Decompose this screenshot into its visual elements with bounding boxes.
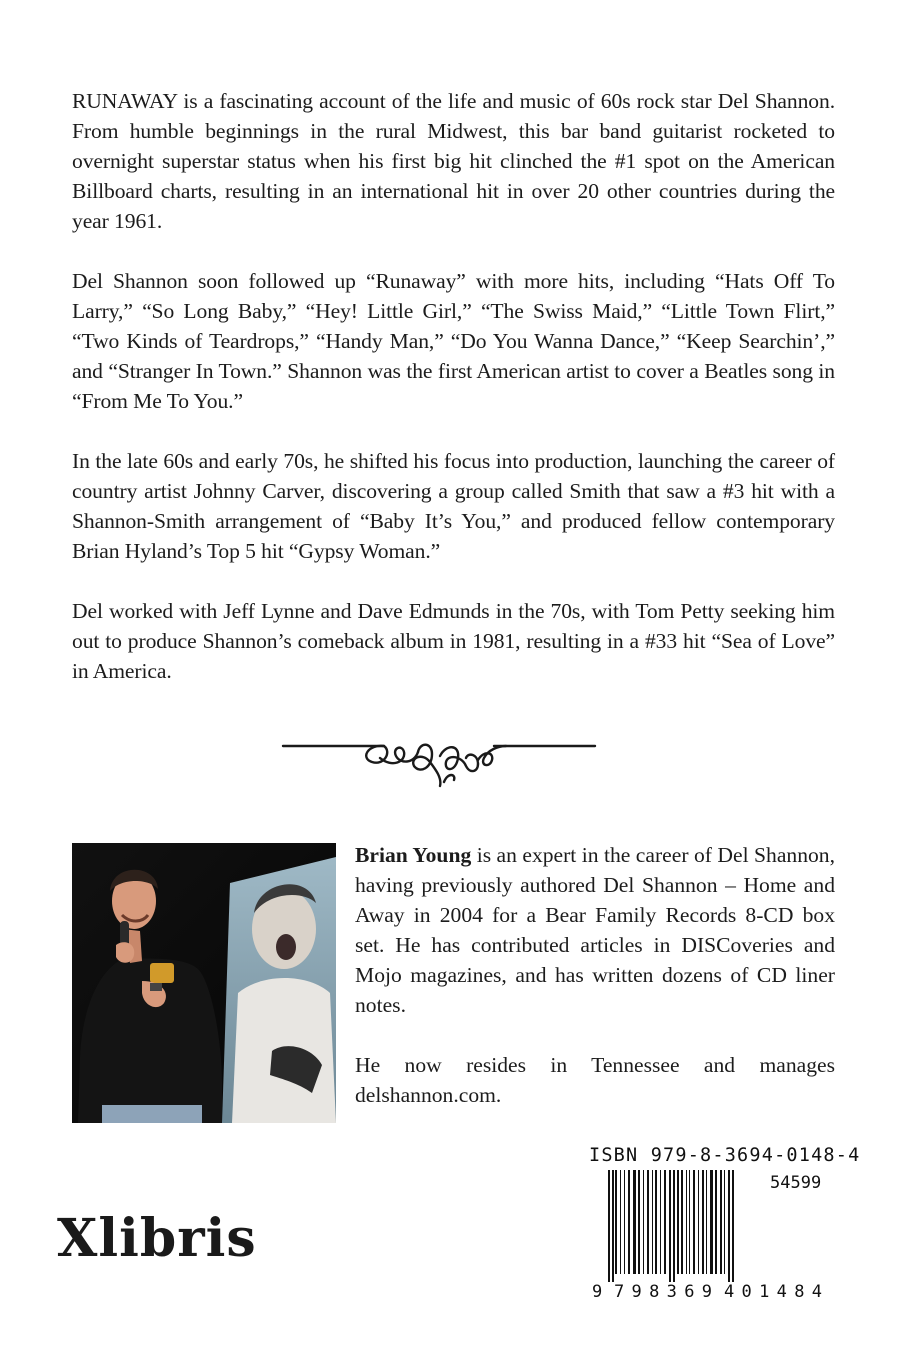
barcode-bar [720, 1170, 722, 1274]
barcode-bar [624, 1170, 625, 1274]
ean-first-digit: 9 [592, 1282, 603, 1300]
barcode-bar [673, 1170, 675, 1282]
blurb-paragraph: RUNAWAY is a fascinating account of the life and music of 60s rock star Del Shannon. From humble beginnings in the rural Midwest, this bar band guitarist rocketed to overnight superstar status when his first big hit clinched the #1 spot on the American Billboard charts, resulting in an international hit in over 20 other countries during the year 1961. [72, 89, 835, 233]
author-photo-image [72, 843, 336, 1123]
barcode-bar [633, 1170, 636, 1274]
barcode-bar [689, 1170, 690, 1274]
barcode-bar [664, 1170, 666, 1274]
barcode-bar [702, 1170, 704, 1274]
barcode-bar [643, 1170, 644, 1274]
barcode-bar [615, 1170, 617, 1274]
isbn-label: ISBN 979-8-3694-0148-4 [589, 1145, 861, 1166]
barcode-bar [732, 1170, 734, 1282]
author-residence: He now resides in Tennessee and manages delshannon.com. [355, 1053, 835, 1107]
barcode-bar [686, 1170, 687, 1274]
barcode-bar [669, 1170, 671, 1282]
barcode-bar [628, 1170, 630, 1274]
barcode-bar [608, 1170, 610, 1282]
barcode-bar [715, 1170, 717, 1274]
author-name: Brian Young [355, 843, 472, 867]
barcode-bar [612, 1170, 614, 1282]
barcode-bar [638, 1170, 640, 1274]
barcode-bar [660, 1170, 661, 1274]
barcode-bar [710, 1170, 713, 1274]
ean-right-digits: 401484 [724, 1282, 822, 1300]
barcode-bar [647, 1170, 649, 1274]
barcode-bar [655, 1170, 657, 1274]
blurb-paragraph: Del worked with Jeff Lynne and Dave Edmunds in the 70s, with Tom Petty seeking him out to produce Shannon’s comeback album in 1981, resulting in a #33 hit “Sea of Love” in America. [72, 599, 835, 683]
author-photo [72, 843, 336, 1123]
blurb-paragraph: In the late 60s and early 70s, he shifted his focus into production, launching the career of country artist Johnny Carver, discovering a group called Smith that saw a #3 hit with a Shannon-Smith arrangement of “Baby It’s You,” and produced fellow contemporary Brian Hyland’s Top 5 hit “Gypsy Woman.” [72, 449, 835, 563]
isbn-barcode [590, 1170, 848, 1300]
barcode-bar [728, 1170, 730, 1282]
barcode-bar [620, 1170, 621, 1274]
ean-left-digits: 798369 [614, 1282, 712, 1300]
author-bio-text: is an expert in the career of Del Shannon, having previously authored Del Shannon – Home and Away in 2004 for a Bear Family Records 8-CD box set. He has contributed articles in DISCoveries and Mojo magazines, and has written dozens of CD liner notes. [355, 843, 835, 1017]
barcode-bar [681, 1170, 683, 1274]
barcode-bar [698, 1170, 699, 1274]
price-code: 54599 [770, 1173, 822, 1193]
decorative-flourish-divider [280, 722, 598, 792]
publisher-logo: Xlibris [57, 1208, 257, 1269]
barcode-bar [693, 1170, 695, 1274]
barcode-bar [652, 1170, 653, 1274]
author-bio [355, 840, 835, 1020]
barcode-bar [724, 1170, 725, 1274]
barcode-bar [677, 1170, 679, 1274]
blurb-paragraph: Del Shannon soon followed up “Runaway” with more hits, including “Hats Off To Larry,” “So Long Baby,” “Hey! Little Girl,” “The Swiss Maid,” “Little Town Flirt,” “Two Kinds of Teardrops,” “Handy Man,” “Do You Wanna Dance,” “Keep Searchin’,” and “Stranger In Town.” Shannon was the first American artist to cover a Beatles song in “From Me To You.” [72, 269, 835, 413]
barcode-bar [706, 1170, 707, 1274]
